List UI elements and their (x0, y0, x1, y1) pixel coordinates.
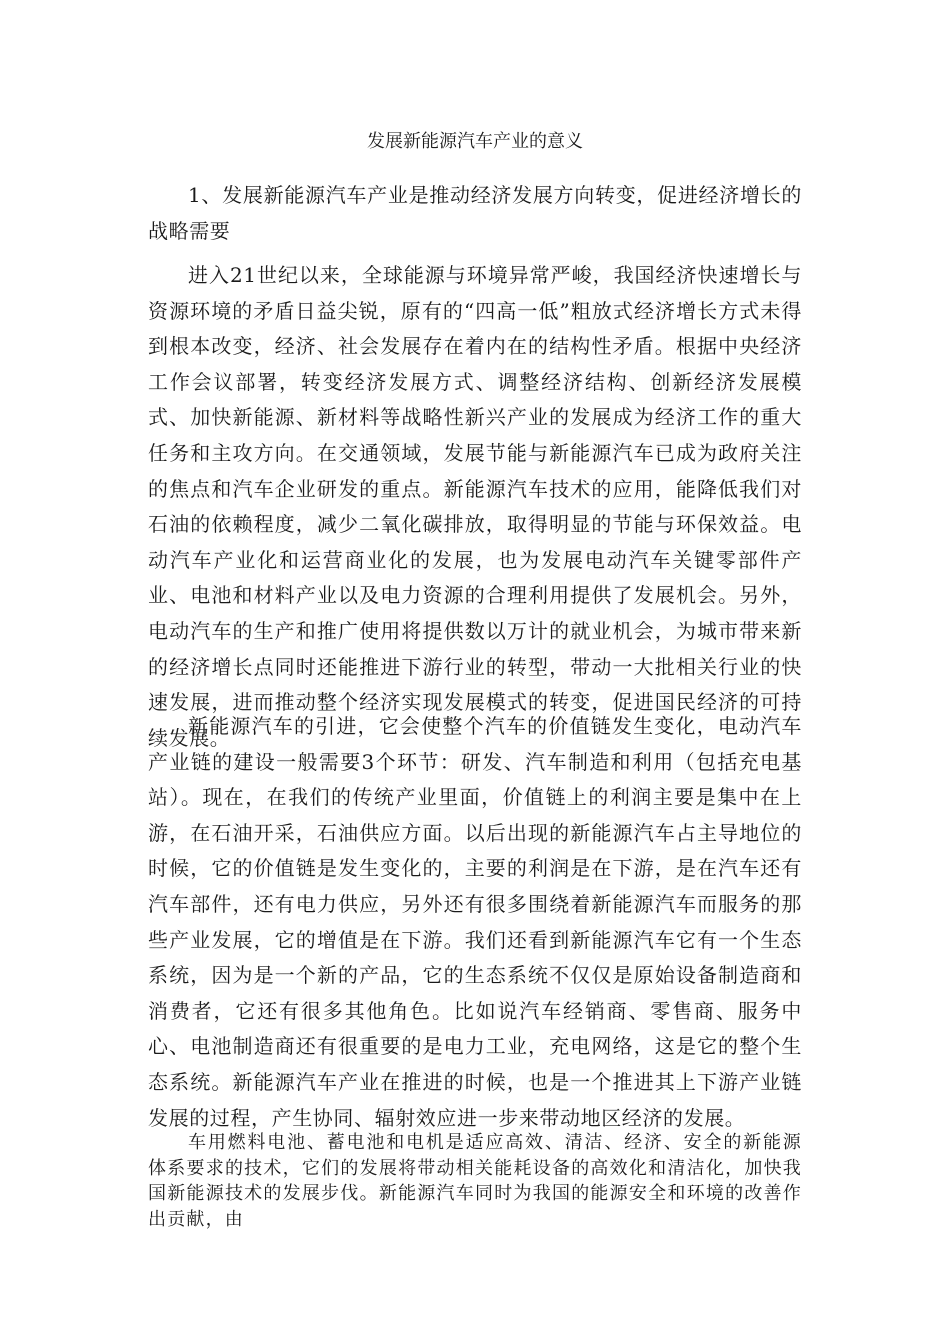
body-paragraph: 车用燃料电池、蓄电池和电机是适应高效、清洁、经济、安全的新能源体系要求的技术，它们的发展将带动相关能耗设备的高效化和清洁化，加快我国新能源技术的发展步伐。新能源汽车同时为我国的能源安全和环境的改善作出贡献，由 (148, 1132, 802, 1230)
body-paragraph: 进入21世纪以来，全球能源与环境异常严峻，我国经济快速增长与资源环境的矛盾日益尖锐，原有的“四高一低”粗放式经济增长方式未得到根本改变，经济、社会发展存在着内在的结构性矛盾。根据中央经济工作会议部署，转变经济发展方式、调整经济结构、创新经济发展模式、加快新能源、新材料等战略性新兴产业的发展成为经济工作的重大任务和主攻方向。在交通领域，发展节能与新能源汽车已成为政府关注的焦点和汽车企业研发的重点。新能源汽车技术的应用，能降低我们对石油的依赖程度，减少二氧化碳排放，取得明显的节能与环保效益。电动汽车产业化和运营商业化的发展，也为发展电动汽车关键零部件产业、电池和材料产业以及电力资源的合理利用提供了发展机会。另外，电动汽车的生产和推广使用将提供数以万计的就业机会，为城市带来新的经济增长点同时还能推进下游行业的转型，带动一大批相关行业的快速发展，进而推动整个经济实现发展模式的转变，促进国民经济的可持续发展。 (148, 263, 802, 750)
body-paragraph: 新能源汽车的引进，它会使整个汽车的价值链发生变化，电动汽车产业链的建设一般需要3个环节：研发、汽车制造和利用（包括充电基站）。现在，在我们的传统产业里面，价值链上的利润主要是集中在上游，在石油开采，石油供应方面。以后出现的新能源汽车占主导地位的时候，它的价值链是发生变化的，主要的利润是在下游，是在汽车还有汽车部件，还有电力供应，另外还有很多围绕着新能源汽车而服务的那些产业发展，它的增值是在下游。我们还看到新能源汽车它有一个生态系统，因为是一个新的产品，它的生态系统不仅仅是原始设备制造商和消费者，它还有很多其他角色。比如说汽车经销商、零售商、服务中心、电池制造商还有很重要的是电力工业，充电网络，这是它的整个生态系统。新能源汽车产业在推进的时候，也是一个推进其上下游产业链发展的过程，产生协同、辐射效应进一步来带动地区经济的发展。 (148, 714, 802, 1130)
document-title: 发展新能源汽车产业的意义 (367, 131, 583, 152)
section-heading: 1、发展新能源汽车产业是推动经济发展方向转变，促进经济增长的战略需要 (148, 183, 802, 243)
